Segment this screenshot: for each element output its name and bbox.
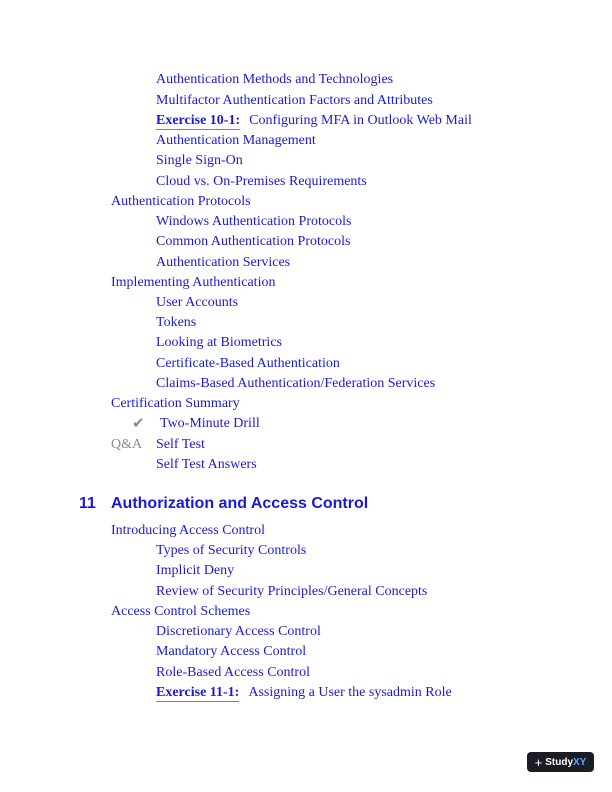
toc-item[interactable] xyxy=(160,415,260,433)
logo-brand: Study xyxy=(545,756,574,768)
toc-item-label: Single Sign-On xyxy=(156,153,243,168)
toc-item[interactable] xyxy=(156,314,196,332)
toc-item-label: Types of Security Controls xyxy=(156,543,307,558)
toc-item-label: Multifactor Authentication Factors and Attributes xyxy=(156,93,433,108)
toc-item-label: Assigning a User the sysadmin Role xyxy=(248,685,452,700)
toc-item[interactable] xyxy=(156,71,393,89)
toc-item-label: Configuring MFA in Outlook Web Mail xyxy=(249,113,472,128)
toc-item[interactable] xyxy=(156,254,290,272)
toc-item[interactable] xyxy=(156,542,306,560)
toc-item-label: Cloud vs. On-Premises Requirements xyxy=(156,174,367,189)
toc-item[interactable] xyxy=(156,664,310,682)
toc-exercise[interactable] xyxy=(156,112,472,130)
toc-item[interactable] xyxy=(156,562,234,580)
toc-item-label: User Accounts xyxy=(156,295,239,310)
qa-marker: Q&A xyxy=(111,437,143,452)
toc-item-label: Certificate-Based Authentication xyxy=(156,356,340,371)
toc-item-label: Common Authentication Protocols xyxy=(156,234,351,249)
toc-section-label: Introducing Access Control xyxy=(111,523,265,538)
toc-item[interactable] xyxy=(156,132,316,150)
toc-item[interactable] xyxy=(156,436,205,454)
toc-section[interactable] xyxy=(111,193,251,211)
toc-section-label: Certification Summary xyxy=(111,396,240,411)
toc-section-label: Access Control Schemes xyxy=(111,604,251,619)
toc-item[interactable] xyxy=(156,583,427,601)
toc-section[interactable] xyxy=(111,395,240,413)
toc-section[interactable] xyxy=(111,274,275,292)
logo-brand-accent: XY xyxy=(573,756,587,768)
toc-item-label: Implicit Deny xyxy=(156,563,235,578)
toc-item-label: Mandatory Access Control xyxy=(156,644,307,659)
toc-item[interactable] xyxy=(156,355,340,373)
toc-item-label: Claims-Based Authentication/Federation Services xyxy=(156,376,436,391)
toc-exercise[interactable] xyxy=(156,684,452,702)
toc-item-label: Discretionary Access Control xyxy=(156,624,321,639)
toc-item-label: Authentication Methods and Technologies xyxy=(156,72,394,87)
toc-item-label: Authentication Management xyxy=(156,133,316,148)
toc-section[interactable] xyxy=(111,603,250,621)
toc-item[interactable] xyxy=(156,456,257,474)
toc-item[interactable] xyxy=(156,213,351,231)
studyxy-logo[interactable] xyxy=(527,752,594,772)
toc-item-label: Authentication Services xyxy=(156,255,291,270)
exercise-label: Exercise 11-1: xyxy=(156,685,240,700)
toc-section[interactable] xyxy=(111,522,265,540)
checkmark-icon: ✔ xyxy=(132,416,145,432)
toc-item-label: Review of Security Principles/General Concepts xyxy=(156,584,428,599)
toc-item[interactable] xyxy=(156,173,367,191)
toc-section-label: Implementing Authentication xyxy=(111,275,276,290)
toc-item-label: Role-Based Access Control xyxy=(156,665,310,680)
chapter-number: 11 xyxy=(79,495,96,512)
toc-item[interactable] xyxy=(156,233,350,251)
toc-item-label: Looking at Biometrics xyxy=(156,335,282,350)
toc-item[interactable] xyxy=(156,623,321,641)
toc-item[interactable] xyxy=(156,152,243,170)
plus-icon: + xyxy=(534,754,543,770)
toc-item[interactable] xyxy=(156,643,306,661)
toc-item[interactable] xyxy=(156,92,433,110)
toc-item-label: Two-Minute Drill xyxy=(160,416,260,431)
chapter-title: Authorization and Access Control xyxy=(111,495,369,512)
toc-item[interactable] xyxy=(156,334,282,352)
toc-item-label: Tokens xyxy=(156,315,197,330)
toc-section-label: Authentication Protocols xyxy=(111,194,251,209)
toc-item[interactable] xyxy=(156,294,238,312)
toc-item-label: Windows Authentication Protocols xyxy=(156,214,352,229)
chapter-heading[interactable] xyxy=(79,494,368,514)
toc-item-label: Self Test Answers xyxy=(156,457,257,472)
toc-item[interactable] xyxy=(156,375,435,393)
toc-item-label: Self Test xyxy=(156,437,205,452)
exercise-label: Exercise 10-1: xyxy=(156,113,241,128)
